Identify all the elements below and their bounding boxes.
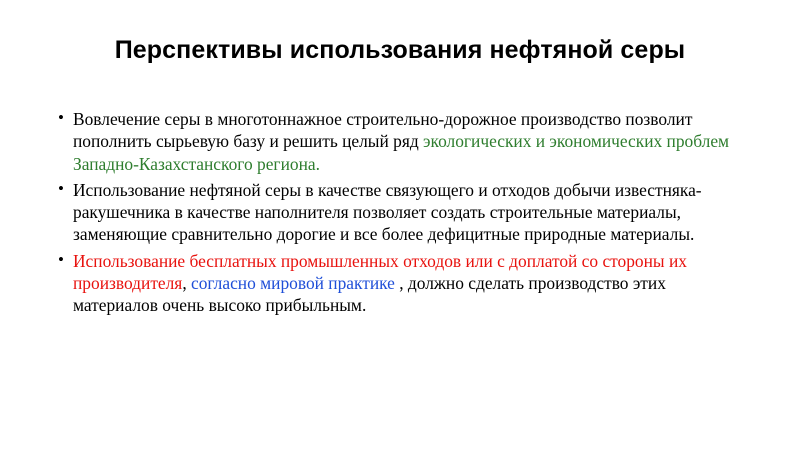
bullet-dot-icon: • <box>58 178 64 198</box>
bullet-text-segment: Использование нефтяной серы в качестве связующего и отходов добычи известняка-ракушечника в качестве наполнителя позволяет создать строительные материалы, заменяющие сравнительно дорогие и все более дефицитные природные материалы. <box>73 179 702 245</box>
bullet-dot-icon: • <box>58 249 64 269</box>
bullet-text-segment: , должно сделать производство этих материалов очень высоко прибыльным. <box>73 272 666 316</box>
bullet-text-segment: Вовлечение серы в многотоннажное строительно-дорожное производство позволит пополнить сырьевую базу и решить целый ряд <box>73 109 693 152</box>
bullet-text-segment-highlight: экологических и экономических проблем Западно-Казахстанского региона. <box>73 131 730 174</box>
list-item <box>57 179 747 246</box>
list-item <box>57 108 747 175</box>
bullet-text-segment-highlight: Использование бесплатных промышленных отходов или с доплатой со стороны их производителя <box>73 250 687 293</box>
list-item <box>57 250 747 317</box>
bullet-text-segment-highlight: согласно мировой практике <box>191 272 400 293</box>
bullet-text-segment: , <box>182 272 192 293</box>
page-title: Перспективы использования нефтяной серы <box>114 36 686 64</box>
bullet-list <box>57 108 747 320</box>
bullet-dot-icon: • <box>58 108 64 127</box>
